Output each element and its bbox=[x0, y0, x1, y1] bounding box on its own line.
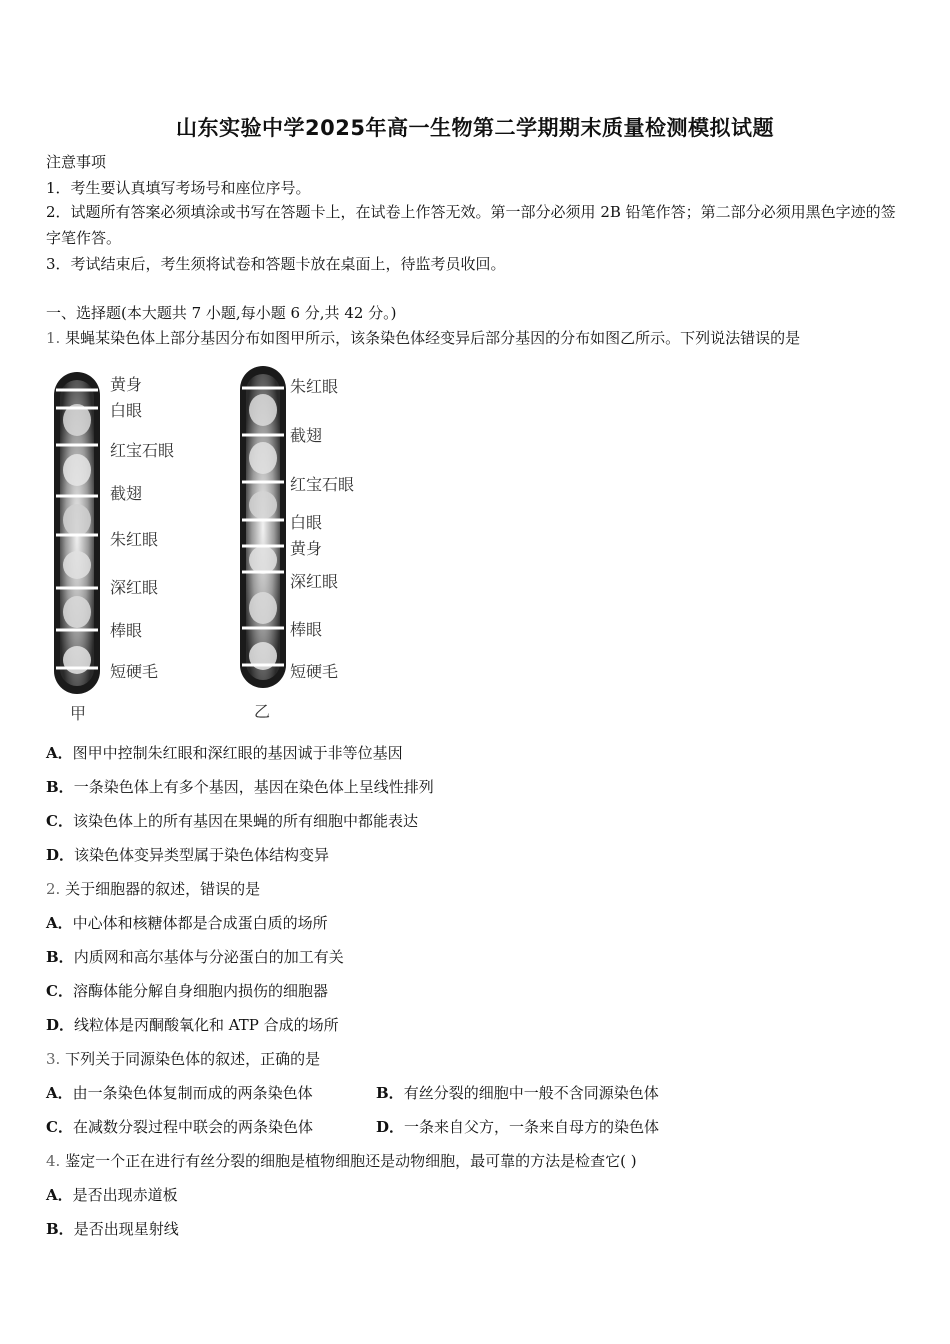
page-title: 山东实验中学2025年高一生物第二学期期末质量检测模拟试题 bbox=[176, 116, 774, 140]
question-text: 鉴定一个正在进行有丝分裂的细胞是植物细胞还是动物细胞，最可靠的方法是检查它( ) bbox=[65, 1152, 637, 1170]
section-heading: 一、选择题(本大题共 7 小题,每小题 6 分,共 42 分。) bbox=[46, 304, 397, 322]
option-b: B．一条染色体上有多个基因，基因在染色体上呈线性排列 bbox=[46, 778, 434, 796]
question-text: 关于细胞器的叙述，错误的是 bbox=[65, 880, 261, 898]
gene-label: 深红眼 bbox=[110, 578, 159, 597]
option-d: D．一条来自父方，一条来自母方的染色体 bbox=[376, 1118, 660, 1136]
gene-label: 红宝石眼 bbox=[290, 475, 355, 494]
gene-label: 棒眼 bbox=[110, 621, 143, 640]
option-a: A．由一条染色体复制而成的两条染色体 bbox=[46, 1084, 313, 1102]
gene-label: 白眼 bbox=[290, 513, 323, 532]
question-text: 果蝇某染色体上部分基因分布如图甲所示，该条染色体经变异后部分基因的分布如图乙所示。下列说法错误的是 bbox=[65, 329, 801, 347]
option-c: C．在减数分裂过程中联会的两条染色体 bbox=[46, 1118, 313, 1136]
gene-label: 朱红眼 bbox=[290, 377, 339, 396]
gene-label: 黄身 bbox=[290, 539, 323, 558]
option-a: A．中心体和核糖体都是合成蛋白质的场所 bbox=[46, 914, 328, 932]
chromosome-figure bbox=[40, 360, 400, 725]
chromosome-a bbox=[54, 372, 100, 694]
gene-label: 短硬毛 bbox=[110, 662, 159, 681]
option-a: A．是否出现赤道板 bbox=[46, 1186, 178, 1204]
option-d: D．线粒体是丙酮酸氧化和 ATP 合成的场所 bbox=[46, 1016, 339, 1034]
option-b: B．有丝分裂的细胞中一般不含同源染色体 bbox=[376, 1084, 659, 1102]
gene-label: 截翅 bbox=[290, 426, 323, 445]
option-d: D．该染色体变异类型属于染色体结构变异 bbox=[46, 846, 330, 864]
question-text: 下列关于同源染色体的叙述，正确的是 bbox=[65, 1050, 321, 1068]
option-c: C．溶酶体能分解自身细胞内损伤的细胞器 bbox=[46, 982, 328, 1000]
question-stem bbox=[46, 1049, 320, 1069]
figure-label-b: 乙 bbox=[254, 702, 271, 721]
gene-label: 白眼 bbox=[110, 401, 143, 420]
gene-label: 截翅 bbox=[110, 484, 143, 503]
option-b: B．内质网和高尔基体与分泌蛋白的加工有关 bbox=[46, 948, 344, 966]
gene-label: 短硬毛 bbox=[290, 662, 339, 681]
gene-label: 红宝石眼 bbox=[110, 441, 175, 460]
question-number: 3. bbox=[46, 1050, 61, 1068]
option-b: B．是否出现星射线 bbox=[46, 1220, 179, 1238]
question-number: 4. bbox=[46, 1152, 61, 1170]
question-stem bbox=[46, 1151, 637, 1171]
gene-label: 棒眼 bbox=[290, 620, 323, 639]
gene-label: 黄身 bbox=[110, 375, 143, 394]
question-number: 2. bbox=[46, 880, 61, 898]
gene-label: 深红眼 bbox=[290, 572, 339, 591]
notice-item: 2．试题所有答案必须填涂或书写在答题卡上，在试卷上作答无效。第一部分必须用 2B 铅笔作答；第二部分必须用黑色字迹的签字笔作答。 bbox=[46, 203, 896, 247]
figure-label-a: 甲 bbox=[70, 704, 87, 723]
notice-item: 1．考生要认真填写考场号和座位序号。 bbox=[46, 179, 311, 197]
question-number: 1. bbox=[46, 329, 61, 347]
question-stem bbox=[46, 328, 800, 348]
option-c: C．该染色体上的所有基因在果蝇的所有细胞中都能表达 bbox=[46, 812, 418, 830]
gene-label: 朱红眼 bbox=[110, 530, 159, 549]
notice-heading: 注意事项 bbox=[46, 153, 107, 171]
notice-item: 3．考试结束后，考生须将试卷和答题卡放在桌面上，待监考员收回。 bbox=[46, 255, 506, 273]
chromosome-b bbox=[240, 366, 286, 688]
question-stem bbox=[46, 879, 260, 899]
option-a: A．图甲中控制朱红眼和深红眼的基因诚于非等位基因 bbox=[46, 744, 403, 762]
